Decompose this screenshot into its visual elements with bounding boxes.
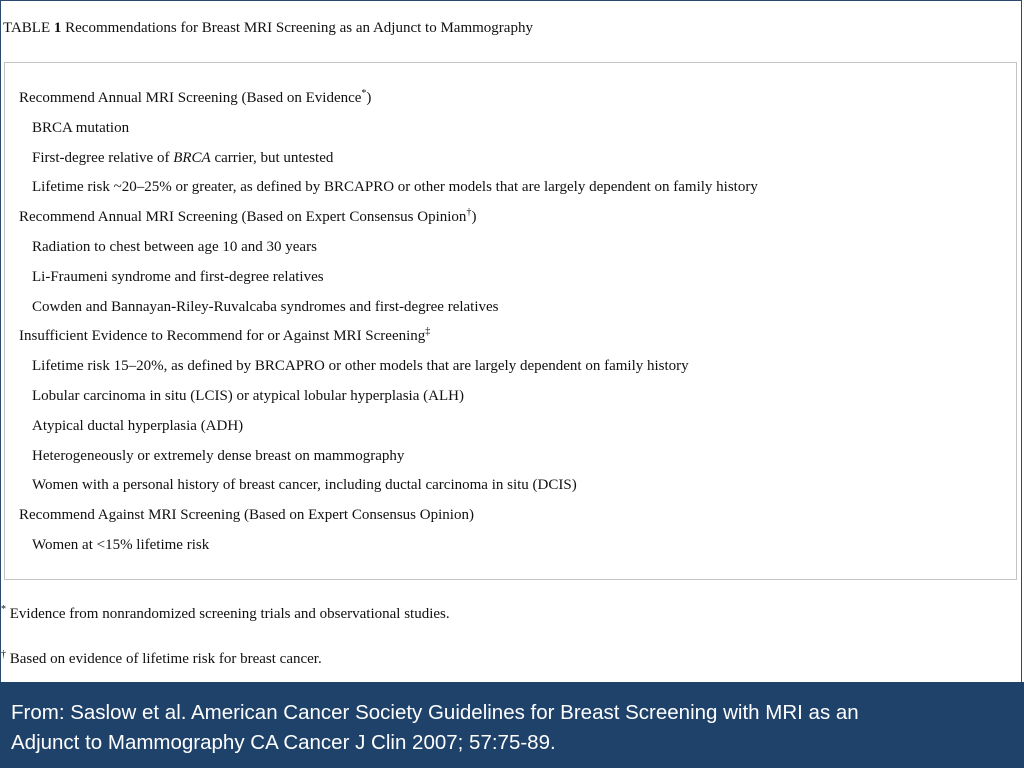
footnote-text: Evidence from nonrandomized screening trials and observational studies. xyxy=(6,606,450,622)
section-heading-text: Insufficient Evidence to Recommend for or Against MRI Screening xyxy=(19,328,426,345)
footnote-evidence xyxy=(1,606,450,623)
recommendations-table xyxy=(4,62,1017,580)
row-text: carrier, but untested xyxy=(210,149,334,166)
section-heading-text: Recommend Annual MRI Screening (Based on Evidence xyxy=(19,90,362,106)
footnote-mark: * xyxy=(1,604,6,615)
table-row: Cowden and Bannayan-Riley-Ruvalcaba syndromes and first-degree relatives xyxy=(32,298,499,315)
table-row: Atypical ductal hyperplasia (ADH) xyxy=(32,417,244,434)
table-row: BRCA mutation xyxy=(32,119,130,136)
row-text: First-degree relative of xyxy=(32,149,174,166)
section-heading-text: Recommend Annual MRI Screening (Based on Expert Consensus Opinion xyxy=(19,209,467,226)
section-heading xyxy=(19,327,430,345)
row-emphasis: BRCA xyxy=(173,149,211,166)
caption-title: Recommendations for Breast MRI Screening as an Adjunct to Mammography xyxy=(65,20,533,36)
caption-number: 1 xyxy=(53,20,62,36)
section-mark: * xyxy=(361,88,367,99)
footnote-lifetime-risk xyxy=(1,651,322,668)
table-row: Lobular carcinoma in situ (LCIS) or atypical lobular hyperplasia (ALH) xyxy=(32,388,464,404)
banner-line-2: Adjunct to Mammography CA Cancer J Clin 2007; 57:75-89. xyxy=(11,731,556,754)
section-heading xyxy=(19,506,474,524)
source-banner xyxy=(0,682,1024,768)
section-heading-text: Recommend Against MRI Screening (Based on Expert Consensus Opinion) xyxy=(19,507,474,524)
footnote-text: Based on evidence of lifetime risk for breast cancer. xyxy=(6,651,322,667)
caption-prefix: TABLE xyxy=(3,20,51,36)
banner-line-1: From: Saslow et al. American Cancer Society Guidelines for Breast Screening with MRI as an xyxy=(11,701,859,724)
section-mark: ‡ xyxy=(425,326,431,338)
table-row: Women at <15% lifetime risk xyxy=(32,537,210,553)
footnote-mark: † xyxy=(1,649,6,660)
section-mark: † xyxy=(466,207,472,219)
section-heading xyxy=(19,89,371,107)
table-row: Lifetime risk ~20–25% or greater, as defined by BRCAPRO or other models that are largely dependent on family history xyxy=(32,179,758,196)
table-caption xyxy=(3,20,533,37)
table-row: Heterogeneously or extremely dense breast on mammography xyxy=(32,447,405,464)
table-row: Women with a personal history of breast cancer, including ductal carcinoma in situ (DCIS) xyxy=(32,477,577,494)
section-close: ) xyxy=(471,209,477,226)
table-row: Radiation to chest between age 10 and 30 years xyxy=(32,239,317,255)
table-row xyxy=(32,149,333,167)
section-heading xyxy=(19,208,476,226)
table-row: Li-Fraumeni syndrome and first-degree relatives xyxy=(32,268,324,285)
section-close: ) xyxy=(366,90,372,106)
table-row: Lifetime risk 15–20%, as defined by BRCAPRO or other models that are largely dependent on family history xyxy=(32,358,689,375)
